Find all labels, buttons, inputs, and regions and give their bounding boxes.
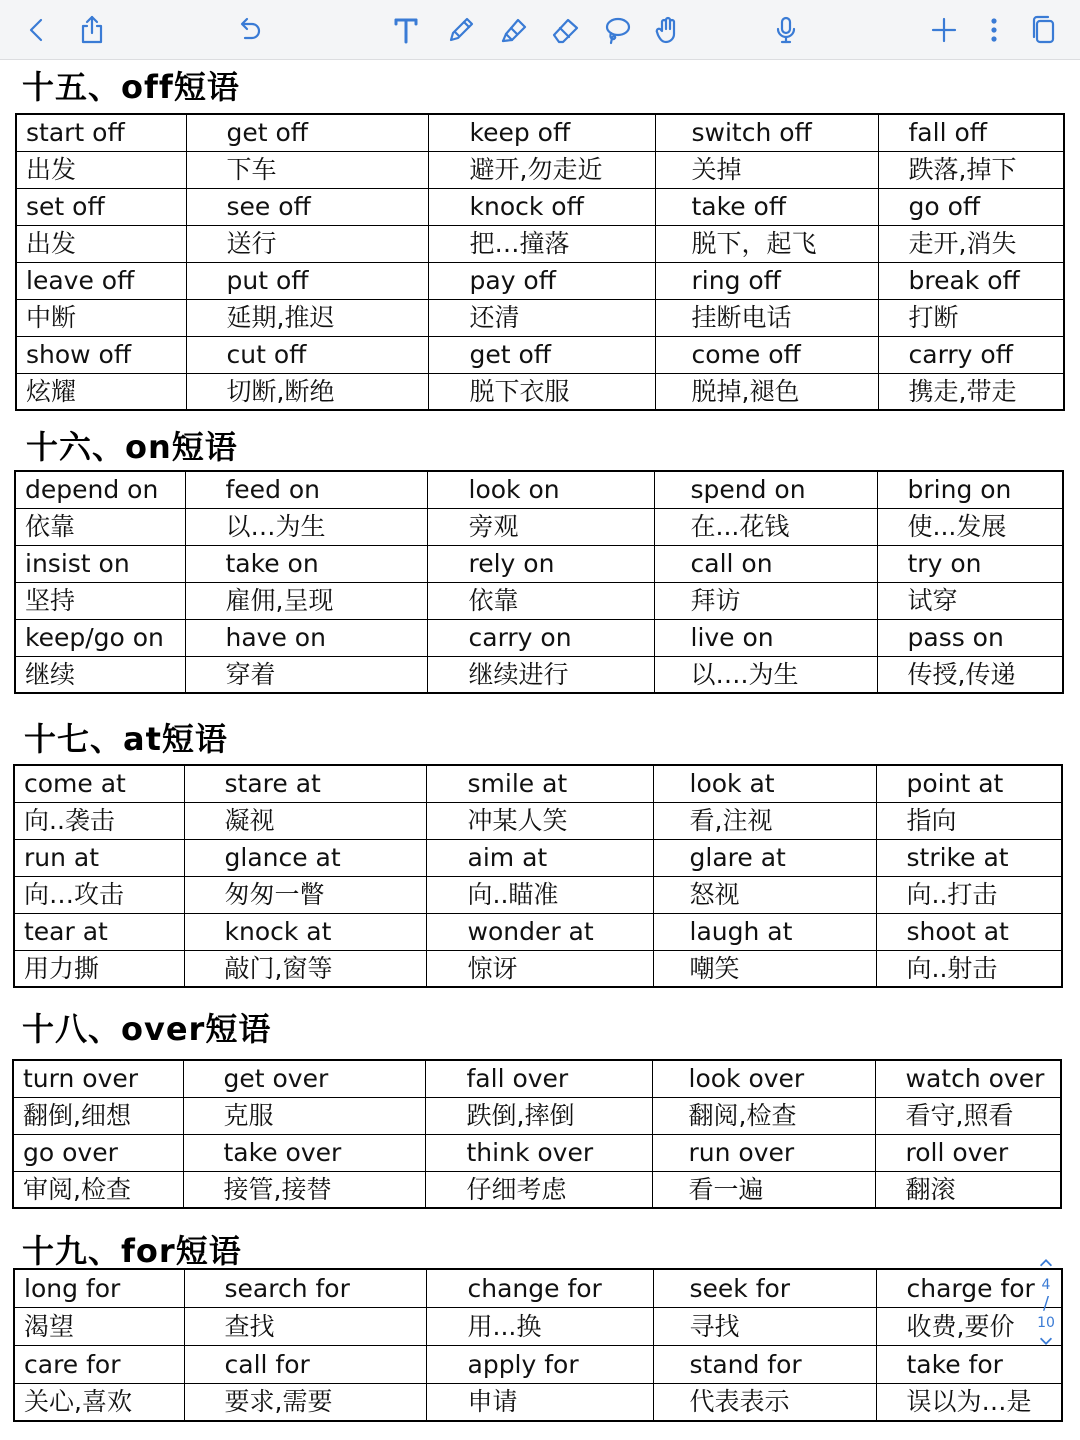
meaning-cell: 向..袭击 [14, 802, 184, 839]
phrase-cell: glance at [184, 839, 426, 876]
phrase-row [13, 1060, 1061, 1097]
undo-button[interactable] [229, 10, 269, 50]
meaning-cell: 避开,勿走近 [428, 151, 655, 188]
current-page-number: 4 [1041, 1277, 1051, 1293]
meaning-cell: 仔细考虑 [425, 1171, 652, 1208]
meaning-row [13, 1097, 1061, 1134]
meaning-cell: 嘲笑 [653, 950, 876, 987]
meaning-cell: 克服 [183, 1097, 425, 1134]
meaning-cell: 用...换 [426, 1307, 653, 1345]
meaning-cell: 拜访 [654, 582, 877, 619]
phrase-cell: apply for [426, 1345, 653, 1383]
text-tool-button[interactable] [386, 10, 426, 50]
chevron-up-icon[interactable] [1026, 1254, 1066, 1276]
phrase-cell: fall off [878, 114, 1064, 151]
phrase-cell: come at [14, 765, 184, 802]
phrase-cell: roll over [875, 1134, 1061, 1171]
phrase-cell: look on [427, 471, 654, 508]
phrase-cell: cut off [186, 336, 428, 373]
meaning-cell: 脱下，起飞 [655, 225, 878, 262]
hand-tool-button[interactable] [648, 10, 688, 50]
meaning-cell: 依靠 [15, 508, 185, 545]
meaning-cell: 炫耀 [16, 373, 186, 410]
meaning-row [15, 582, 1063, 619]
phrase-cell: get over [183, 1060, 425, 1097]
phrase-cell: long for [14, 1269, 184, 1307]
plus-icon [928, 14, 960, 46]
meaning-cell: 查找 [184, 1307, 426, 1345]
meaning-cell: 向..打击 [876, 876, 1062, 913]
phrase-cell: think over [425, 1134, 652, 1171]
text-icon [390, 14, 422, 46]
phrase-row [14, 1269, 1062, 1307]
meaning-row [13, 1171, 1061, 1208]
eraser-icon [549, 14, 581, 46]
meaning-row [16, 299, 1064, 336]
phrase-cell: point at [876, 765, 1062, 802]
phrase-cell: take for [876, 1345, 1062, 1383]
phrase-cell: turn over [13, 1060, 183, 1097]
phrase-cell: switch off [655, 114, 878, 151]
phrase-cell: take off [655, 188, 878, 225]
phrase-row [14, 913, 1062, 950]
meaning-cell: 接管,接替 [183, 1171, 425, 1208]
phrase-cell: spend on [654, 471, 877, 508]
phrase-cell: charge for [876, 1269, 1062, 1307]
meaning-cell: 翻倒,细想 [13, 1097, 183, 1134]
meaning-cell: 看,注视 [653, 802, 876, 839]
pen-icon [445, 14, 477, 46]
phrase-cell: look at [653, 765, 876, 802]
meaning-cell: 走开,消失 [878, 225, 1064, 262]
phrase-cell: laugh at [653, 913, 876, 950]
meaning-cell: 穿着 [185, 656, 427, 693]
pages-button[interactable] [1024, 10, 1064, 50]
meaning-cell: 关掉 [655, 151, 878, 188]
section-title-over: 十八、over短语 [22, 1010, 272, 1048]
phrase-cell: call for [184, 1345, 426, 1383]
meaning-row [14, 1383, 1062, 1421]
meaning-cell: 凝视 [184, 802, 426, 839]
meaning-cell: 试穿 [877, 582, 1063, 619]
meaning-row [16, 225, 1064, 262]
meaning-cell: 要求,需要 [184, 1383, 426, 1421]
page-scrubber[interactable] [1026, 1254, 1066, 1404]
phrase-row [16, 188, 1064, 225]
phrase-row [16, 262, 1064, 299]
phrase-cell: depend on [15, 471, 185, 508]
more-button[interactable] [974, 10, 1014, 50]
phrase-cell: strike at [876, 839, 1062, 876]
meaning-cell: 跌倒,摔倒 [425, 1097, 652, 1134]
phrase-cell: start off [16, 114, 186, 151]
page-separator: / [1042, 1293, 1050, 1314]
phrase-row [13, 1134, 1061, 1171]
meaning-row [14, 802, 1062, 839]
meaning-cell: 还清 [428, 299, 655, 336]
phrase-cell: fall over [425, 1060, 652, 1097]
add-page-button[interactable] [924, 10, 964, 50]
phrase-cell: have on [185, 619, 427, 656]
highlighter-icon [498, 14, 530, 46]
meaning-cell: 继续 [15, 656, 185, 693]
phrase-table-at [13, 764, 1063, 988]
phrase-row [14, 1345, 1062, 1383]
phrase-cell: change for [426, 1269, 653, 1307]
phrase-row [14, 839, 1062, 876]
phrase-cell: show off [16, 336, 186, 373]
meaning-cell: 向..瞄准 [426, 876, 653, 913]
meaning-row [14, 950, 1062, 987]
pages-icon [1028, 14, 1060, 46]
phrase-cell: take on [185, 545, 427, 582]
microphone-icon [770, 14, 802, 46]
phrase-cell: take over [183, 1134, 425, 1171]
meaning-cell: 依靠 [427, 582, 654, 619]
meaning-cell: 出发 [16, 225, 186, 262]
phrase-table-on [14, 470, 1064, 694]
meaning-cell: 代表表示 [653, 1383, 876, 1421]
phrase-cell: tear at [14, 913, 184, 950]
meaning-cell: 送行 [186, 225, 428, 262]
phrase-cell: try on [877, 545, 1063, 582]
more-vertical-icon [978, 14, 1010, 46]
meaning-cell: 申请 [426, 1383, 653, 1421]
microphone-button[interactable] [766, 10, 806, 50]
meaning-cell: 挂断电话 [655, 299, 878, 336]
meaning-cell: 坚持 [15, 582, 185, 619]
phrase-cell: bring on [877, 471, 1063, 508]
meaning-cell: 关心,喜欢 [14, 1383, 184, 1421]
meaning-cell: 旁观 [427, 508, 654, 545]
meaning-cell: 用力撕 [14, 950, 184, 987]
meaning-cell: 出发 [16, 151, 186, 188]
meaning-cell: 翻滚 [875, 1171, 1061, 1208]
meaning-cell: 打断 [878, 299, 1064, 336]
phrase-cell: keep off [428, 114, 655, 151]
phrase-cell: shoot at [876, 913, 1062, 950]
phrase-table-off [15, 113, 1065, 411]
share-button[interactable] [72, 10, 112, 50]
phrase-cell: come off [655, 336, 878, 373]
meaning-cell: 渴望 [14, 1307, 184, 1345]
meaning-cell: 误以为…是 [876, 1383, 1062, 1421]
meaning-row [14, 876, 1062, 913]
meaning-cell: 看守,照看 [875, 1097, 1061, 1134]
pen-tool-button[interactable] [441, 10, 481, 50]
phrase-cell: get off [428, 336, 655, 373]
phrase-cell: put off [186, 262, 428, 299]
phrase-cell: look over [652, 1060, 875, 1097]
meaning-cell: 脱下衣服 [428, 373, 655, 410]
meaning-cell: 翻阅,检查 [652, 1097, 875, 1134]
back-button[interactable] [16, 10, 56, 50]
phrase-cell: set off [16, 188, 186, 225]
meaning-row [15, 656, 1063, 693]
meaning-cell: 以….为生 [654, 656, 877, 693]
phrase-cell: care for [14, 1345, 184, 1383]
eraser-tool-button[interactable] [545, 10, 585, 50]
section-title-at: 十七、at短语 [24, 720, 228, 758]
phrase-cell: stand for [653, 1345, 876, 1383]
phrase-cell: go over [13, 1134, 183, 1171]
notebook-page[interactable] [0, 60, 1080, 1440]
meaning-cell: 惊讶 [426, 950, 653, 987]
meaning-row [16, 373, 1064, 410]
meaning-cell: 把…撞落 [428, 225, 655, 262]
phrase-cell: knock at [184, 913, 426, 950]
meaning-cell: 冲某人笑 [426, 802, 653, 839]
lasso-icon [601, 14, 633, 46]
phrase-cell: watch over [875, 1060, 1061, 1097]
phrase-cell: get off [186, 114, 428, 151]
meaning-cell: 中断 [16, 299, 186, 336]
meaning-cell: 延期,推迟 [186, 299, 428, 336]
phrase-cell: wonder at [426, 913, 653, 950]
phrase-cell: glare at [653, 839, 876, 876]
meaning-row [15, 508, 1063, 545]
phrase-table-over [12, 1059, 1062, 1209]
phrase-cell: stare at [184, 765, 426, 802]
phrase-cell: call on [654, 545, 877, 582]
phrase-cell: keep/go on [15, 619, 185, 656]
phrase-table-for [13, 1268, 1063, 1422]
meaning-cell: 切断,断绝 [186, 373, 428, 410]
phrase-cell: seek for [653, 1269, 876, 1307]
meaning-cell: 使...发展 [877, 508, 1063, 545]
phrase-row [15, 545, 1063, 582]
meaning-cell: 审阅,检查 [13, 1171, 183, 1208]
phrase-cell: pass on [877, 619, 1063, 656]
phrase-cell: leave off [16, 262, 186, 299]
meaning-cell: 传授,传递 [877, 656, 1063, 693]
phrase-cell: carry on [427, 619, 654, 656]
meaning-cell: 怒视 [653, 876, 876, 913]
phrase-cell: ring off [655, 262, 878, 299]
meaning-cell: 寻找 [653, 1307, 876, 1345]
meaning-row [16, 151, 1064, 188]
phrase-cell: aim at [426, 839, 653, 876]
phrase-cell: smile at [426, 765, 653, 802]
meaning-cell: 跌落,掉下 [878, 151, 1064, 188]
meaning-cell: 下车 [186, 151, 428, 188]
meaning-cell: 向…攻击 [14, 876, 184, 913]
phrase-cell: break off [878, 262, 1064, 299]
meaning-row [14, 1307, 1062, 1345]
phrase-cell: search for [184, 1269, 426, 1307]
chevron-down-icon[interactable] [1026, 1332, 1066, 1354]
phrase-row [14, 765, 1062, 802]
phrase-cell: carry off [878, 336, 1064, 373]
phrase-row [15, 471, 1063, 508]
phrase-cell: live on [654, 619, 877, 656]
phrase-row [16, 114, 1064, 151]
phrase-row [16, 336, 1064, 373]
phrase-cell: feed on [185, 471, 427, 508]
section-title-off: 十五、off短语 [22, 68, 240, 106]
section-title-on: 十六、on短语 [26, 428, 238, 466]
phrase-cell: insist on [15, 545, 185, 582]
share-icon [76, 14, 108, 46]
top-toolbar [0, 0, 1080, 60]
section-title-for: 十九、for短语 [22, 1232, 242, 1270]
meaning-cell: 脱掉,褪色 [655, 373, 878, 410]
meaning-cell: 匆匆一瞥 [184, 876, 426, 913]
undo-icon [233, 14, 265, 46]
lasso-tool-button[interactable] [597, 10, 637, 50]
meaning-cell: 向..射击 [876, 950, 1062, 987]
meaning-cell: 收费,要价 [876, 1307, 1062, 1345]
phrase-cell: go off [878, 188, 1064, 225]
meaning-cell: 雇佣,呈现 [185, 582, 427, 619]
meaning-cell: 在...花钱 [654, 508, 877, 545]
meaning-cell: 继续进行 [427, 656, 654, 693]
phrase-cell: pay off [428, 262, 655, 299]
hand-icon [652, 14, 684, 46]
meaning-cell: 指向 [876, 802, 1062, 839]
meaning-cell: 以…为生 [185, 508, 427, 545]
meaning-cell: 看一遍 [652, 1171, 875, 1208]
phrase-cell: run over [652, 1134, 875, 1171]
phrase-row [15, 619, 1063, 656]
meaning-cell: 敲门,窗等 [184, 950, 426, 987]
phrase-cell: knock off [428, 188, 655, 225]
highlighter-tool-button[interactable] [494, 10, 534, 50]
chevron-left-icon [20, 14, 52, 46]
phrase-cell: see off [186, 188, 428, 225]
phrase-cell: rely on [427, 545, 654, 582]
total-page-count: 10 [1037, 1315, 1055, 1331]
phrase-cell: run at [14, 839, 184, 876]
meaning-cell: 携走,带走 [878, 373, 1064, 410]
